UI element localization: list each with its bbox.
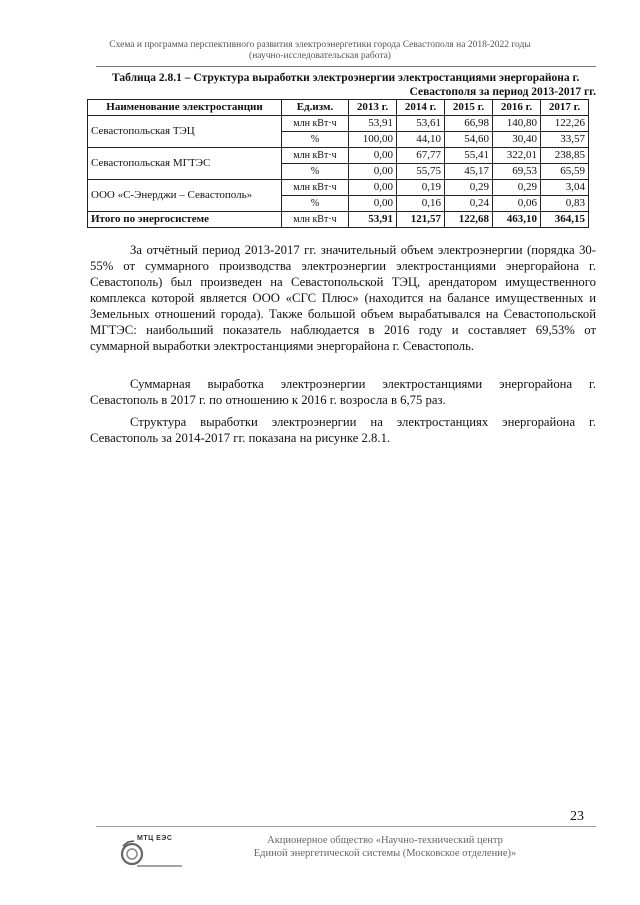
value-cell: 53,91 xyxy=(349,116,397,132)
station-name: ООО «С-Энерджи – Севастополь» xyxy=(88,180,282,212)
unit-cell: млн кВт·ч xyxy=(282,212,349,228)
logo-text: МТЦ ЕЭС xyxy=(137,835,173,842)
value-cell: 0,29 xyxy=(445,180,493,196)
header-line-2: (научно-исследовательская работа) xyxy=(249,51,391,61)
station-name: Севастопольская МГТЭС xyxy=(88,148,282,180)
table-row xyxy=(88,116,589,132)
unit-cell: млн кВт·ч xyxy=(282,180,349,196)
value-cell: 54,60 xyxy=(445,132,493,148)
value-cell: 0,16 xyxy=(397,196,445,212)
value-cell: 100,00 xyxy=(349,132,397,148)
body-paragraph: Суммарная выработка электроэнергии электростанциями энергорайона г. Севастополь в 2017 г. по отношению к 2016 г. возросла в 6,75 раз. xyxy=(90,377,596,407)
value-cell: 67,77 xyxy=(397,148,445,164)
value-cell: 55,41 xyxy=(445,148,493,164)
column-header: 2017 г. xyxy=(541,100,589,116)
total-value-cell: 122,68 xyxy=(445,212,493,228)
value-cell: 33,57 xyxy=(541,132,589,148)
value-cell: 44,10 xyxy=(397,132,445,148)
column-header: 2014 г. xyxy=(397,100,445,116)
unit-cell: % xyxy=(282,196,349,212)
value-cell: 45,17 xyxy=(445,164,493,180)
value-cell: 55,75 xyxy=(397,164,445,180)
header-line-1: Схема и программа перспективного развития электроэнергетики города Севастополя на 2018-2022 годы xyxy=(109,40,531,50)
generation-structure-table xyxy=(87,99,589,228)
total-value-cell: 121,57 xyxy=(397,212,445,228)
table-header-row xyxy=(88,100,589,116)
value-cell: 140,80 xyxy=(493,116,541,132)
unit-cell: % xyxy=(282,132,349,148)
value-cell: 0,83 xyxy=(541,196,589,212)
value-cell: 0,29 xyxy=(493,180,541,196)
total-value-cell: 53,91 xyxy=(349,212,397,228)
unit-cell: млн кВт·ч xyxy=(282,116,349,132)
header-divider xyxy=(96,66,596,67)
value-cell: 322,01 xyxy=(493,148,541,164)
column-header: 2016 г. xyxy=(493,100,541,116)
value-cell: 30,40 xyxy=(493,132,541,148)
body-paragraph: Структура выработки электроэнергии на электростанциях энергорайона г. Севастополь за 2014-2017 гг. показана на рисунке 2.8.1. xyxy=(90,415,596,445)
value-cell: 0,00 xyxy=(349,164,397,180)
table-total-row xyxy=(88,212,589,228)
total-value-cell: 463,10 xyxy=(493,212,541,228)
value-cell: 0,24 xyxy=(445,196,493,212)
value-cell: 238,85 xyxy=(541,148,589,164)
total-label: Итого по энергосистеме xyxy=(88,212,282,228)
unit-cell: млн кВт·ч xyxy=(282,148,349,164)
station-name: Севастопольская ТЭЦ xyxy=(88,116,282,148)
total-value-cell: 364,15 xyxy=(541,212,589,228)
column-header: Наименование электростанции xyxy=(88,100,282,116)
value-cell: 3,04 xyxy=(541,180,589,196)
footer-divider xyxy=(96,826,596,827)
value-cell: 0,00 xyxy=(349,148,397,164)
body-paragraph: За отчётный период 2013-2017 гг. значительный объем электроэнергии (порядка 30-55% от суммарного производства электроэнергии электростанциями энергорайона г. Севастополь) был произведен на Севастопольской ТЭЦ, арендатором имущественного комплекса которой является ООО «СГС Плюс» (находится на балансе имущественных и Земельных отношений города). Также большой объем вырабатывался на Севастопольской МГТЭС: наибольший показатель наблюдается в 2016 году и составляет 69,53% от суммарной выработки электростанциями энергорайона г. Севастополь. xyxy=(90,243,596,353)
footer-line-1: Акционерное общество «Научно-технический центр xyxy=(267,835,503,846)
value-cell: 66,98 xyxy=(445,116,493,132)
column-header: 2015 г. xyxy=(445,100,493,116)
value-cell: 0,00 xyxy=(349,180,397,196)
unit-cell: % xyxy=(282,164,349,180)
table-caption-line-2: Севастополя за период 2013-2017 гг. xyxy=(409,86,596,98)
column-header: Ед.изм. xyxy=(282,100,349,116)
table-row xyxy=(88,180,589,196)
table-row xyxy=(88,148,589,164)
column-header: 2013 г. xyxy=(349,100,397,116)
value-cell: 0,06 xyxy=(493,196,541,212)
value-cell: 53,61 xyxy=(397,116,445,132)
value-cell: 69,53 xyxy=(493,164,541,180)
page-number: 23 xyxy=(570,809,584,824)
value-cell: 0,19 xyxy=(397,180,445,196)
footer-line-2: Единой энергетической системы (Московское отделение)» xyxy=(253,848,517,859)
value-cell: 0,00 xyxy=(349,196,397,212)
value-cell: 122,26 xyxy=(541,116,589,132)
table-caption-line-1: Таблица 2.8.1 – Структура выработки электроэнергии электростанциями энергорайона г. xyxy=(112,72,580,84)
value-cell: 65,59 xyxy=(541,164,589,180)
